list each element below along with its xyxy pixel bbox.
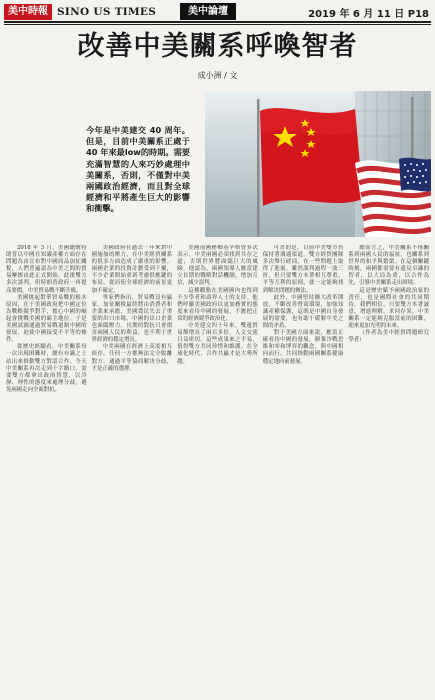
body-column-4 [263,245,344,695]
paragraph: 2018 年 3 月，美國總統特朗普以中國在知識產權方面存在問題為由宣布對中國商品加征關稅，人們普遍認為中美之間的貿易摩擦由此正式開始。此後雙方多次談判，但特朗普政府一再提高要價，中美貿易戰不斷升級。 [6,245,87,294]
date-text: 2019 年 6 月 11 日 [308,9,405,20]
body-column-2 [92,245,173,695]
flags-illustration [205,91,431,237]
article-body [6,245,429,695]
paragraph: 美國政府在過去一年來對中國施加的壓力，在中美經貿關系的很多方面造成了嚴重的影響。兩國企業的投資計劃受到干擾，不少企業開始重新考慮供應鏈的布局，從而使全球經濟的前景更加不確定。 [91,245,173,294]
paragraph: 可喜的是，目前中美雙方仍保持著溝通渠道。雙方經貿團隊多次舉行磋商，在一些問題上取得了進展。雖然談判過程一波三折，但只要雙方本著相互尊重、平等互利的原則，就一定能夠找到解決問題的辦法。 [262,245,344,294]
paragraph: 這種觀點在美國國內也得到不少學者和商界人士的支持。他們呼籲美國政府以更加務實的態度來看待中國的發展，不應把正常的經濟競爭政治化。 [177,287,258,322]
brand-logo-cn: 美中時報 [4,4,52,20]
paragraph: 美國前國務卿基辛格曾多次表示，中美兩國必須找到共存之道，否則世界將面臨巨大的風險。他認為，兩國領導人應當建立長期的戰略對話機制，增加互信，減少誤判。 [177,245,258,287]
paragraph: 此外，中國堅持擴大改革開放，不斷改善營商環境，加強知識產權保護，這既是中國自身發展的需要，也有助于緩解中美之間的矛盾。 [262,294,344,330]
paragraph: 專家們指出，貿易戰沒有贏家。加征關稅最終將由消費者和企業來承擔，美國農民失去了重要的出口市場，中國的出口企業也面臨壓力。長期的對抗只會損害兩國人民的利益，也不利于世界經濟的穩定增長。 [91,294,173,344]
paragraph: 這是歷史賦予兩國政治家的責任，也是國際社會的共同期待。我們相信，只要雙方本著誠意，增進理解，求同存異，中美關系一定能夠克服當前的困難，迎來更加光明的未來。 [348,287,429,330]
article-byline: 成小洲 / 文 [197,71,238,80]
paragraph: 總而言之，中美關系不僅關系到兩國人民的福祉，也關系到世界的和平與繁榮。在這個關鍵時刻，兩國都需要有遠見卓識的智者，以大局為重，以合作為先，引導中美關系走出困境。 [348,245,429,287]
masthead-rule-thin [4,24,431,25]
paragraph: 中美兩國在經濟上高度相互依存，任何一方都無法完全脫離對方。通過平等協商解決分歧，才是正確的選擇。 [91,344,173,372]
body-column-5 [348,245,429,695]
pull-quote: 今年是中美建交 40 周年。但是，目前中美關系正處于 40 年來最low的時期。需要充滿智慧的人來巧妙處理中美關系，否則，不僅對中美兩國政治經濟，而且對全球經濟和平將產生巨大的影響和衝擊。 [86,125,190,214]
body-column-1 [6,245,87,695]
brand-name-en: SINO US TIMES [57,6,157,18]
paragraph: （作者為美中經貿問題研究學者） [348,330,429,344]
masthead [4,3,431,21]
us-flag-icon [355,158,431,237]
paragraph: 對于美國方面來說，應當正確看待中國的發展，摒棄冷戰思維和零和博弈的觀念，與中國相向而行，共同推動兩國關系健康穩定地向前發展。 [262,330,344,365]
issue-date [308,5,429,20]
article-title: 改善中美關系呼喚智者 [77,31,358,62]
masthead-rule [4,21,431,23]
flags-photo [205,91,431,237]
paragraph: 中美建交四十年來，雙邊貿易額增長了兩百多倍，人文交流日益密切。這些成果來之不易，值得雙方共同珍惜和維護。在全球化時代，合作共贏才是大勢所趨。 [177,323,258,365]
paragraph: 從歷史經驗看，中美關系每一次出現困難時，總有有識之士站出來推動雙方對話合作。今天中美關系再次走到十字路口，需要雙方都拿出政治智慧，以冷靜、理性的態度來處理分歧，避免兩國走向全面對抗。 [6,344,87,393]
page-number: P18 [407,9,429,20]
section-label: 美中論壇 [180,3,236,20]
paragraph: 美國挑起對華貿易戰的根本原因，在于美國政府把中國定位為戰略競爭對手，擔心中國的崛起會挑戰美國的霸主地位。于是美國試圖通過貿易戰遏制中國的發展，迫使中國接受不平等的條件。 [6,294,87,344]
body-column-3 [177,245,258,695]
